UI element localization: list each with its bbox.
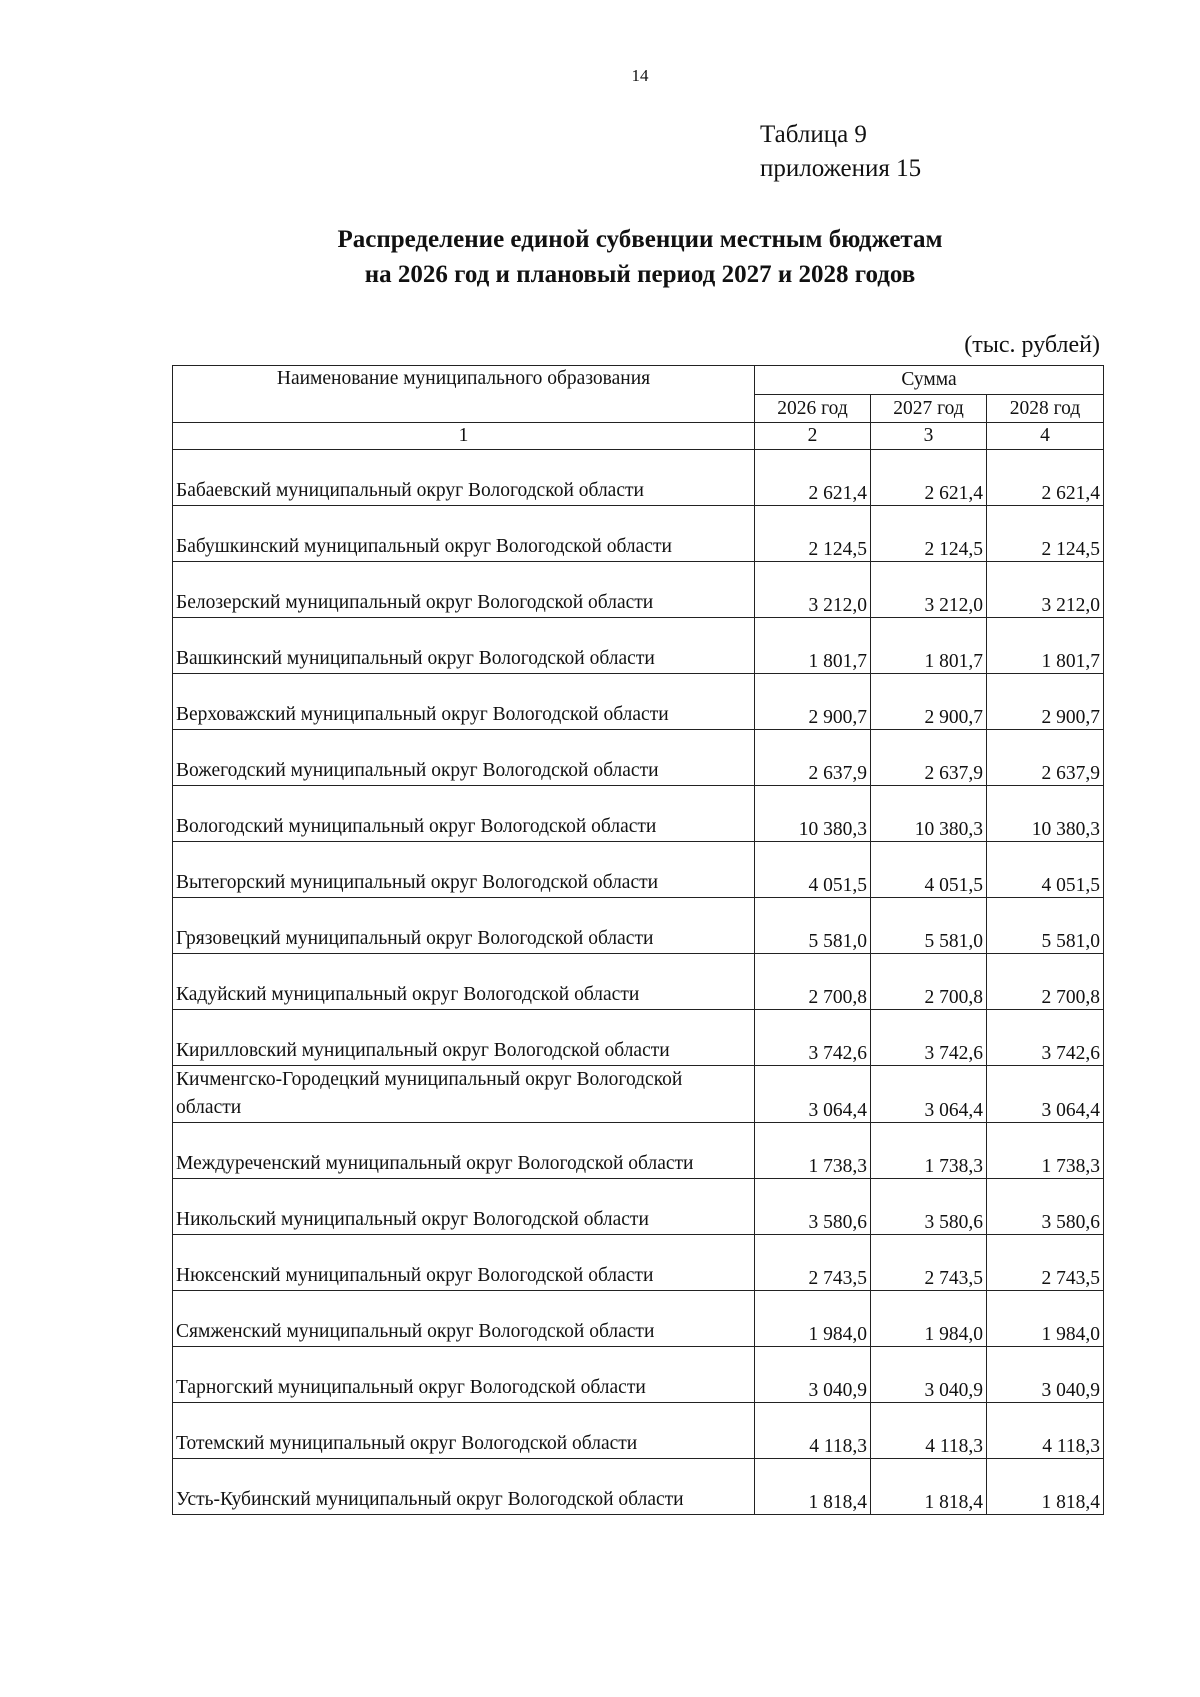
value-2028: 1 984,0 xyxy=(987,1291,1104,1347)
table-row xyxy=(173,1347,1104,1403)
municipality-name: Никольский муниципальный округ Вологодской области xyxy=(173,1179,755,1235)
municipality-name: Вытегорский муниципальный округ Вологодской области xyxy=(173,842,755,898)
value-2026: 1 818,4 xyxy=(755,1459,871,1515)
value-2028: 5 581,0 xyxy=(987,898,1104,954)
header-year: 2026 год xyxy=(755,395,871,423)
value-2027: 1 818,4 xyxy=(871,1459,987,1515)
value-2026: 2 124,5 xyxy=(755,506,871,562)
value-2027: 2 621,4 xyxy=(871,450,987,506)
column-number: 4 xyxy=(987,423,1104,450)
table-row xyxy=(173,1291,1104,1347)
value-2027: 5 581,0 xyxy=(871,898,987,954)
units-label: (тыс. рублей) xyxy=(964,332,1100,358)
value-2028: 4 051,5 xyxy=(987,842,1104,898)
municipality-name: Бабаевский муниципальный округ Вологодской области xyxy=(173,450,755,506)
table-row xyxy=(173,786,1104,842)
document-title xyxy=(200,222,1080,292)
value-2026: 3 742,6 xyxy=(755,1010,871,1066)
municipality-name: Тотемский муниципальный округ Вологодской области xyxy=(173,1403,755,1459)
value-2028: 3 212,0 xyxy=(987,562,1104,618)
value-2027: 2 743,5 xyxy=(871,1235,987,1291)
table-row xyxy=(173,1179,1104,1235)
value-2027: 4 118,3 xyxy=(871,1403,987,1459)
table-row xyxy=(173,1123,1104,1179)
municipality-name: Усть-Кубинский муниципальный округ Вологодской области xyxy=(173,1459,755,1515)
value-2027: 2 900,7 xyxy=(871,674,987,730)
value-2028: 1 818,4 xyxy=(987,1459,1104,1515)
value-2026: 10 380,3 xyxy=(755,786,871,842)
value-2028: 2 900,7 xyxy=(987,674,1104,730)
value-2028: 1 738,3 xyxy=(987,1123,1104,1179)
municipality-name: Вологодский муниципальный округ Вологодской области xyxy=(173,786,755,842)
header-sum: Сумма xyxy=(755,366,1104,395)
table-row xyxy=(173,562,1104,618)
table-row xyxy=(173,450,1104,506)
value-2027: 10 380,3 xyxy=(871,786,987,842)
value-2027: 3 064,4 xyxy=(871,1066,987,1123)
municipality-name: Грязовецкий муниципальный округ Вологодской области xyxy=(173,898,755,954)
municipality-name: Белозерский муниципальный округ Вологодской области xyxy=(173,562,755,618)
table-row xyxy=(173,1403,1104,1459)
value-2027: 3 040,9 xyxy=(871,1347,987,1403)
value-2026: 2 637,9 xyxy=(755,730,871,786)
page-number: 14 xyxy=(631,66,649,85)
value-2028: 3 580,6 xyxy=(987,1179,1104,1235)
table-row xyxy=(173,842,1104,898)
table-row xyxy=(173,898,1104,954)
value-2028: 3 064,4 xyxy=(987,1066,1104,1123)
value-2028: 4 118,3 xyxy=(987,1403,1104,1459)
value-2026: 4 051,5 xyxy=(755,842,871,898)
value-2027: 4 051,5 xyxy=(871,842,987,898)
municipality-name: Кадуйский муниципальный округ Вологодской области xyxy=(173,954,755,1010)
value-2026: 1 801,7 xyxy=(755,618,871,674)
municipality-name: Междуреченский муниципальный округ Вологодской области xyxy=(173,1123,755,1179)
header-year: 2027 год xyxy=(871,395,987,423)
value-2027: 1 738,3 xyxy=(871,1123,987,1179)
header-year: 2028 год xyxy=(987,395,1104,423)
value-2027: 3 580,6 xyxy=(871,1179,987,1235)
column-number: 1 xyxy=(173,423,755,450)
value-2028: 10 380,3 xyxy=(987,786,1104,842)
value-2026: 2 700,8 xyxy=(755,954,871,1010)
table-row xyxy=(173,674,1104,730)
value-2026: 2 900,7 xyxy=(755,674,871,730)
table-body xyxy=(173,450,1104,1515)
value-2027: 2 637,9 xyxy=(871,730,987,786)
value-2026: 1 738,3 xyxy=(755,1123,871,1179)
value-2026: 2 621,4 xyxy=(755,450,871,506)
table-row xyxy=(173,1066,1104,1123)
municipality-name: Кичменгско-Городецкий муниципальный округ Вологодской области xyxy=(173,1066,755,1123)
title-line1: Распределение единой субвенции местным бюджетам xyxy=(337,226,943,253)
table-row xyxy=(173,506,1104,562)
title-line2: на 2026 год и плановый период 2027 и 2028 годов xyxy=(364,261,916,288)
value-2026: 3 064,4 xyxy=(755,1066,871,1123)
table-row xyxy=(173,954,1104,1010)
subvention-table xyxy=(172,365,1104,1515)
value-2026: 3 040,9 xyxy=(755,1347,871,1403)
value-2026: 5 581,0 xyxy=(755,898,871,954)
value-2027: 3 742,6 xyxy=(871,1010,987,1066)
value-2026: 3 212,0 xyxy=(755,562,871,618)
table-row xyxy=(173,618,1104,674)
value-2028: 2 621,4 xyxy=(987,450,1104,506)
value-2028: 2 124,5 xyxy=(987,506,1104,562)
value-2028: 2 637,9 xyxy=(987,730,1104,786)
table-row xyxy=(173,1235,1104,1291)
value-2026: 3 580,6 xyxy=(755,1179,871,1235)
value-2028: 1 801,7 xyxy=(987,618,1104,674)
value-2027: 1 801,7 xyxy=(871,618,987,674)
table-ref-line1: Таблица 9 xyxy=(760,121,867,148)
municipality-name: Сямженский муниципальный округ Вологодской области xyxy=(173,1291,755,1347)
table-row xyxy=(173,1459,1104,1515)
municipality-name: Верховажский муниципальный округ Вологодской области xyxy=(173,674,755,730)
value-2027: 1 984,0 xyxy=(871,1291,987,1347)
value-2026: 2 743,5 xyxy=(755,1235,871,1291)
value-2026: 4 118,3 xyxy=(755,1403,871,1459)
value-2028: 3 040,9 xyxy=(987,1347,1104,1403)
value-2027: 2 700,8 xyxy=(871,954,987,1010)
value-2028: 3 742,6 xyxy=(987,1010,1104,1066)
table-row xyxy=(173,730,1104,786)
column-number: 3 xyxy=(871,423,987,450)
municipality-name: Бабушкинский муниципальный округ Вологодской области xyxy=(173,506,755,562)
table-row xyxy=(173,1010,1104,1066)
table-reference xyxy=(760,118,921,186)
value-2027: 3 212,0 xyxy=(871,562,987,618)
municipality-name: Вожегодский муниципальный округ Вологодской области xyxy=(173,730,755,786)
value-2028: 2 743,5 xyxy=(987,1235,1104,1291)
municipality-name: Нюксенский муниципальный округ Вологодской области xyxy=(173,1235,755,1291)
header-name: Наименование муниципального образования xyxy=(173,366,755,423)
table-ref-line2: приложения 15 xyxy=(760,155,922,182)
municipality-name: Вашкинский муниципальный округ Вологодской области xyxy=(173,618,755,674)
municipality-name: Тарногский муниципальный округ Вологодской области xyxy=(173,1347,755,1403)
value-2028: 2 700,8 xyxy=(987,954,1104,1010)
municipality-name: Кирилловский муниципальный округ Вологодской области xyxy=(173,1010,755,1066)
column-number: 2 xyxy=(755,423,871,450)
value-2026: 1 984,0 xyxy=(755,1291,871,1347)
value-2027: 2 124,5 xyxy=(871,506,987,562)
